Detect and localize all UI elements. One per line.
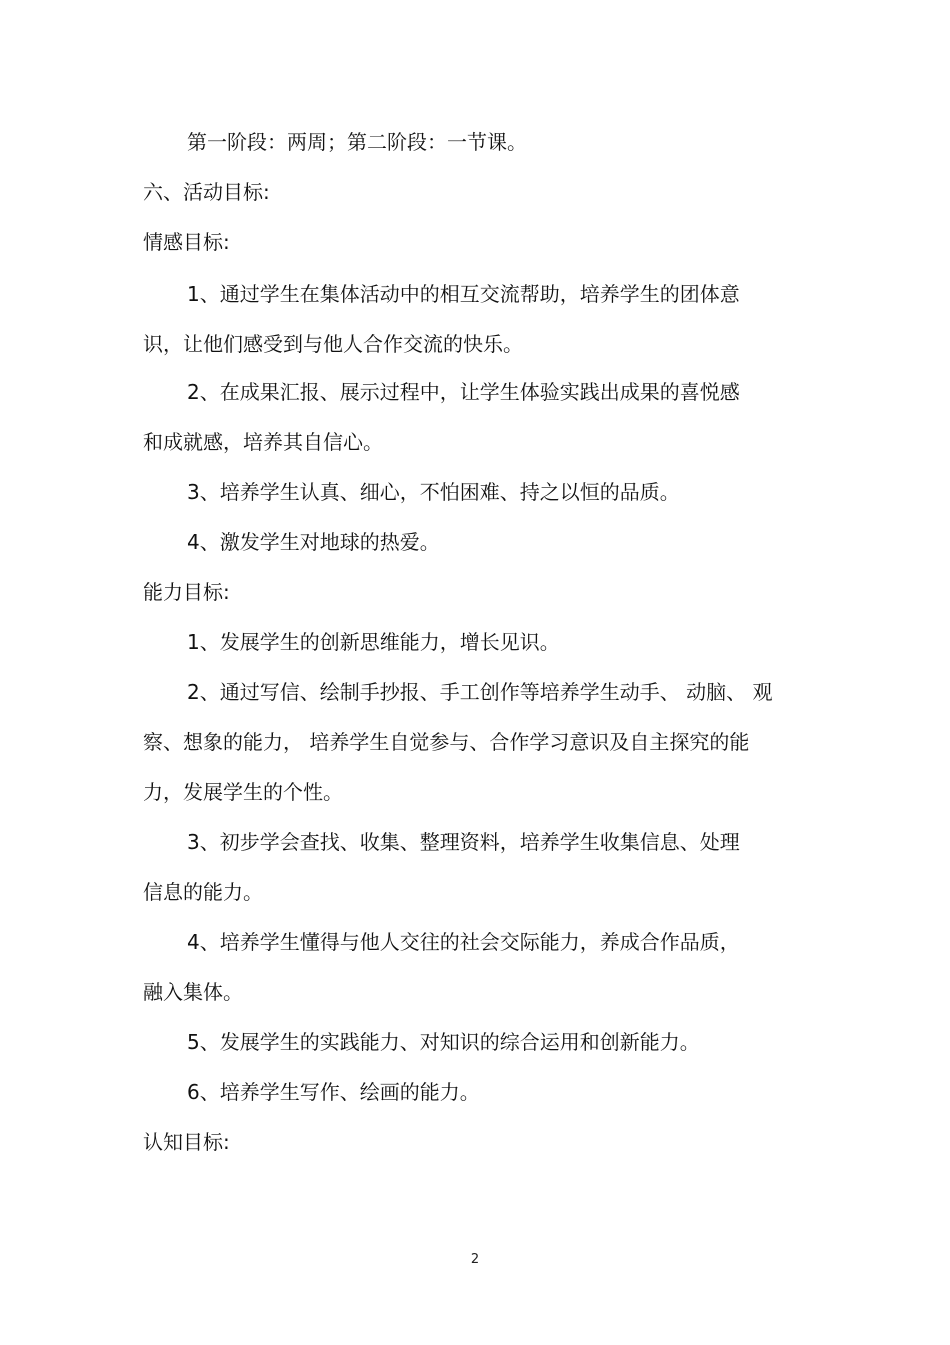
page-number: 2 [470, 1252, 480, 1267]
paragraph-line: 和成就感，培养其自信心。 [143, 430, 383, 454]
paragraph-line: 力，发展学生的个性。 [143, 780, 343, 804]
subheading-emotional-goals: 情感目标: [143, 230, 230, 254]
paragraph-line: 信息的能力。 [143, 880, 263, 904]
section-heading-activity-goals: 六、活动目标: [143, 180, 270, 204]
subheading-cognitive-goals: 认知目标: [143, 1130, 230, 1154]
paragraph-line: 6、培养学生写作、绘画的能力。 [187, 1080, 480, 1104]
paragraph-line: 1、发展学生的创新思维能力，增长见识。 [187, 630, 560, 654]
paragraph-line: 察、想象的能力， 培养学生自觉参与、合作学习意识及自主探究的能 [143, 730, 750, 754]
subheading-ability-goals: 能力目标: [143, 580, 230, 604]
paragraph-line: 1、通过学生在集体活动中的相互交流帮助，培养学生的团体意 [187, 282, 740, 306]
paragraph-line: 2、在成果汇报、展示过程中，让学生体验实践出成果的喜悦感 [187, 380, 740, 404]
paragraph-line: 识，让他们感受到与他人合作交流的快乐。 [143, 332, 523, 356]
paragraph-line: 融入集体。 [143, 980, 243, 1004]
paragraph-line: 3、培养学生认真、细心，不怕困难、持之以恒的品质。 [187, 480, 680, 504]
schedule-line: 第一阶段：两周；第二阶段：一节课。 [187, 130, 527, 154]
paragraph-line: 5、发展学生的实践能力、对知识的综合运用和创新能力。 [187, 1030, 700, 1054]
paragraph-line: 4、培养学生懂得与他人交往的社会交际能力，养成合作品质， [187, 930, 740, 954]
paragraph-line: 3、初步学会查找、收集、整理资料，培养学生收集信息、处理 [187, 830, 740, 854]
paragraph-line: 4、激发学生对地球的热爱。 [187, 530, 440, 554]
paragraph-line: 2、通过写信、绘制手抄报、手工创作等培养学生动手、 动脑、 观 [187, 680, 773, 704]
